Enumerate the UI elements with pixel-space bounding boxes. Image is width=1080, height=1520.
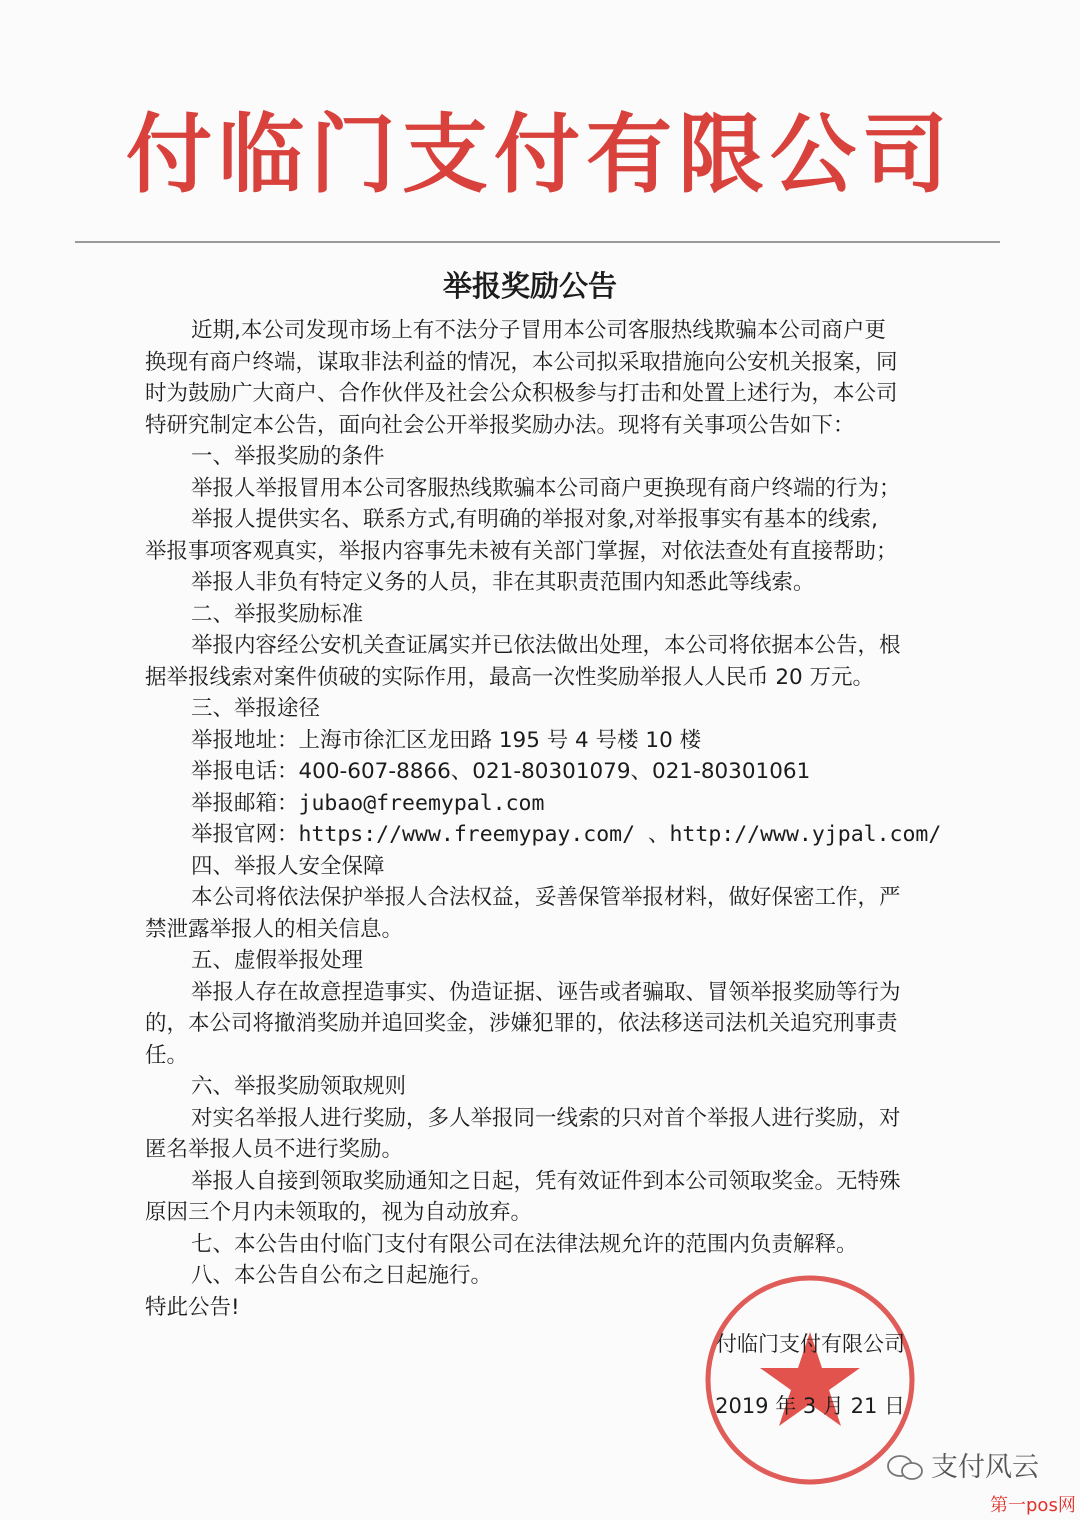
body-line: 举报人自接到领取奖励通知之日起，凭有效证件到本公司领取奖金。无特殊 <box>191 1168 901 1194</box>
body-line: 四、举报人安全保障 <box>191 853 385 879</box>
document-body <box>145 315 942 1323</box>
body-line: 举报邮箱：jubao@freemypal.com <box>191 790 545 816</box>
body-line: 禁泄露举报人的相关信息。 <box>145 916 404 942</box>
signature-company: 付临门支付有限公司 <box>716 1332 905 1356</box>
letterhead-company-name: 付临门支付有限公司 <box>126 105 954 205</box>
body-line: 六、举报奖励领取规则 <box>191 1074 407 1099</box>
body-line: 据举报线索对案件侦破的实际作用，最高一次性奖励举报人人民币 20 万元。 <box>145 664 875 690</box>
body-line: 的，本公司将撤消奖励并追回奖金，涉嫌犯罪的，依法移送司法机关追究刑事责 <box>145 1011 898 1036</box>
body-line: 特研究制定本公告，面向社会公开举报奖励办法。现将有关事项公告如下： <box>145 412 855 438</box>
body-line: 换现有商户终端，谋取非法利益的情况，本公司拟采取措施向公安机关报案，同 <box>145 349 898 375</box>
body-line: 举报电话：400-607-8866、021-80301079、021-80301061 <box>191 759 811 784</box>
letterhead-divider <box>75 241 1000 243</box>
body-line: 时为鼓励广大商户、合作伙伴及社会公众积极参与打击和处置上述行为，本公司 <box>145 381 898 406</box>
wechat-source <box>885 1452 1039 1484</box>
watermark: 第一pos网 <box>990 1495 1076 1516</box>
body-line: 一、举报奖励的条件 <box>191 444 385 469</box>
body-line: 五、虚假举报处理 <box>191 948 364 973</box>
body-line: 举报人提供实名、联系方式,有明确的举报对象,对举报事实有基本的线索, <box>191 507 879 532</box>
body-line: 二、举报奖励标准 <box>191 601 364 627</box>
document-title: 举报奖励公告 <box>442 269 617 303</box>
body-line: 七、本公告由付临门支付有限公司在法律法规允许的范围内负责解释。 <box>191 1231 858 1257</box>
body-line: 举报内容经公安机关查证属实并已依法做出处理，本公司将依据本公告，根 <box>191 633 901 658</box>
body-line: 特此公告! <box>145 1294 240 1320</box>
wechat-account-name: 支付风云 <box>931 1452 1039 1483</box>
body-line: 本公司将依法保护举报人合法权益，妥善保管举报材料，做好保密工作，严 <box>191 885 901 910</box>
body-line: 匿名举报人员不进行奖励。 <box>145 1137 404 1162</box>
body-line: 举报地址：上海市徐汇区龙田路 195 号 4 号楼 10 楼 <box>191 727 702 753</box>
body-line: 近期,本公司发现市场上有不法分子冒用本公司客服热线欺骗本公司商户更 <box>191 318 886 343</box>
body-line: 举报事项客观真实，举报内容事先未被有关部门掌握，对依法查处有直接帮助； <box>145 538 898 564</box>
body-line: 原因三个月内未领取的，视为自动放弃。 <box>145 1200 533 1225</box>
body-line: 举报人非负有特定义务的人员，非在其职责范围内知悉此等线索。 <box>191 570 815 595</box>
body-line: 举报人存在故意捏造事实、伪造证据、诬告或者骗取、冒领举报奖励等行为 <box>191 979 901 1005</box>
body-line: 对实名举报人进行奖励，多人举报同一线索的只对首个举报人进行奖励，对 <box>191 1105 901 1131</box>
body-line: 任。 <box>145 1042 189 1068</box>
body-line: 三、举报途径 <box>191 696 321 721</box>
wechat-icon <box>885 1453 925 1483</box>
body-line: 举报人举报冒用本公司客服热线欺骗本公司商户更换现有商户终端的行为； <box>191 475 901 501</box>
signature-date: 2019 年 3 月 21 日 <box>715 1394 905 1418</box>
body-line: 八、本公告自公布之日起施行。 <box>191 1263 493 1288</box>
body-line: 举报官网：https://www.freemypay.com/ 、http://www.yjpal.com/ <box>191 822 942 847</box>
